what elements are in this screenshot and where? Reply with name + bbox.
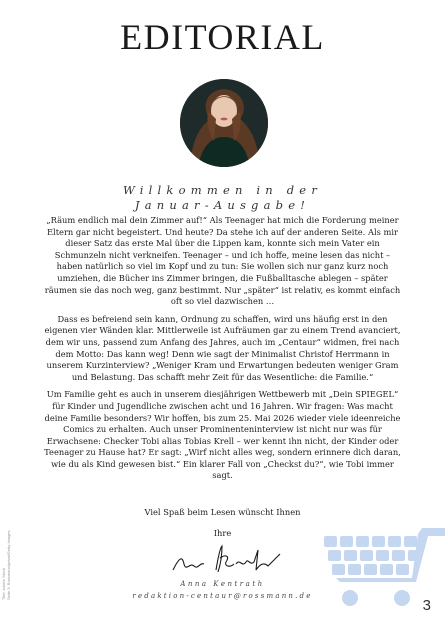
signer-name: Anna Kentrath	[180, 580, 265, 588]
closing-line: Viel Spaß beim Lesen wünscht Ihnen	[144, 507, 301, 517]
page-number: 3	[422, 597, 431, 614]
editorial-body	[44, 215, 401, 488]
closing-ihre: Ihre	[213, 528, 232, 538]
body-paragraph: Dass es befreiend sein kann, Ordnung zu schaffen, wird uns häufig erst in den eigenen vier Wänden klar. Mittlerweile ist Aufräumen gar zu einem Trend avanciert, dem wir uns, passend zum Anfang des Jahres, auch im „Centaur“ widmen, frei nach dem Motto: Das kann weg! Denn wie sagt der Minimalist Christof Herrmann in unserem Kurzinterview? „Weniger Kram und Erwartungen bedeuten weniger Gram und Belastung. Das schafft mehr Zeit für das Wesentliche: die Familie.“	[44, 313, 401, 382]
greeting-line-1: Willkommen in der	[122, 183, 323, 197]
photo-credit	[2, 510, 10, 600]
greeting-headline	[0, 183, 445, 213]
body-paragraph: Um Familie geht es auch in unserem diesjährigen Wettbewerb mit „Dein SPIEGEL“ für Kinder und Jugendliche zwischen acht und 16 Jahren. Wir fragen: Was macht deine Familie besonders? Wir hoffen, bis zum 25. Mai 2026 wieder viele ideenreiche Comics zu erhalten. Auch unser Prominenteninterview ist nicht nur was für Erwachsene: Checker Tobi alias Tobias Krell – wer kennt ihn nicht, der Kinder oder Teenager zu Hause hat? Er sagt: „Wirf nicht alles weg, sondern erinnere dich daran, wie du als Kind gewesen bist.“ Ein klarer Fall von „Checkst du?“, wie Tobi immer sagt.	[44, 389, 401, 481]
photo-credit-line-2: Seite 3: Rossmann/privat/Getty Images	[5, 530, 11, 600]
signer-email[interactable]: redaktion-centaur@rossmann.de	[132, 592, 313, 600]
portrait-photo	[180, 79, 268, 167]
handwritten-signature	[168, 540, 288, 580]
photo-credit-line-1: Titel: Adobe Stock	[1, 567, 6, 600]
editor-portrait	[180, 79, 268, 167]
body-paragraph: „Räum endlich mal dein Zimmer auf!“ Als Teenager hat mich die Forderung meiner Eltern gar nicht begeistert. Und heute? Da stehe ich auf der anderen Seite. Als mir dieser Satz das erste Mal über die Lippen kam, konnte sich mein Vater ein Schmunzeln nicht verkneifen. Teenager – und ich hoffe, meine lesen das nicht – haben natürlich so viel im Kopf und zu tun: Sie wollen sich nur ganz kurz noch umziehen, die Bücher ins Zimmer bringen, die Fußballtasche ablegen – später räumen sie das noch weg, ganz bestimmt. Nur „später“ ist relativ, es kommt einfach oft so viel dazwischen …	[44, 215, 401, 307]
page-title: EDITORIAL	[120, 17, 325, 57]
greeting-line-2: Januar-Ausgabe!	[134, 198, 311, 212]
